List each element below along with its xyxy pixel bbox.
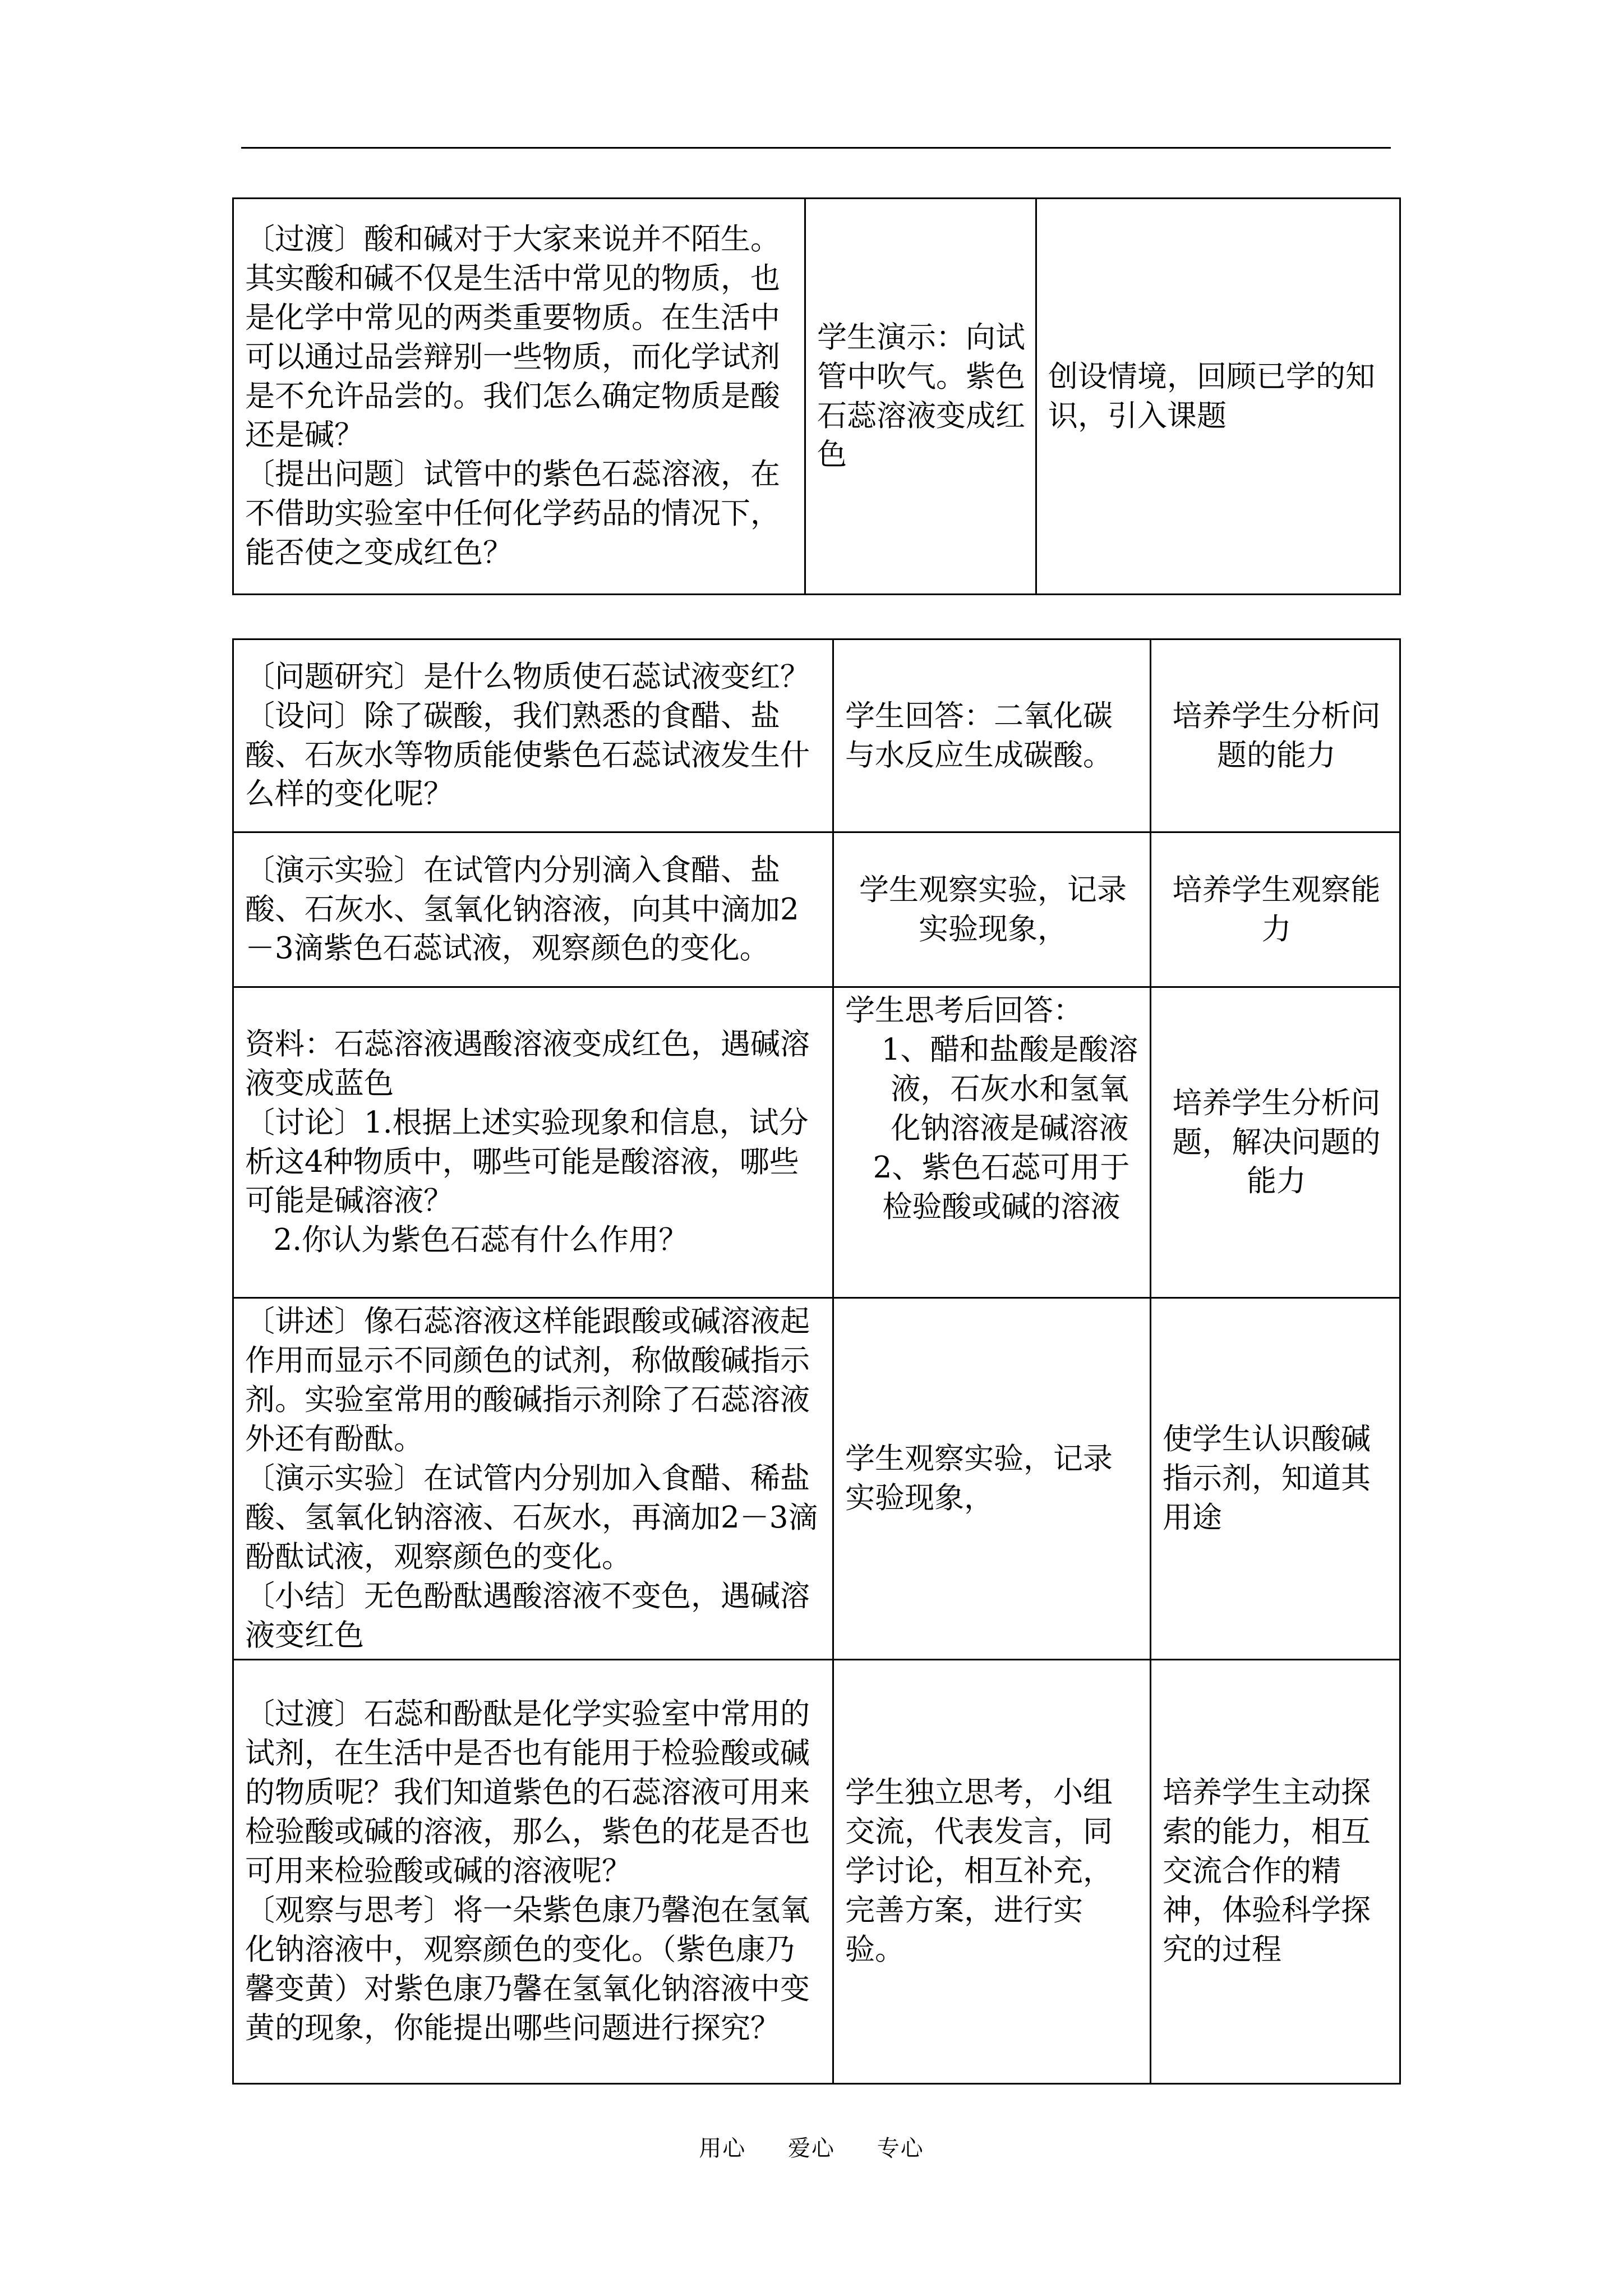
student-paragraph: 学生演示：向试管中吹气。紫色石蕊溶液变成红色 xyxy=(817,320,1025,472)
teacher-activity-cell xyxy=(233,1298,833,1660)
purpose-paragraph: 使学生认识酸碱指示剂，知道其用途 xyxy=(1163,1421,1371,1535)
purpose-paragraph: 培养学生分析问题，解决问题的能力 xyxy=(1172,1085,1381,1199)
lesson-table-1 xyxy=(232,197,1401,595)
table-row xyxy=(233,1659,1400,2083)
student-activity-cell xyxy=(833,1298,1151,1660)
page-footer: 用心 爱心 专心 xyxy=(699,2136,924,2161)
teacher-activity-cell xyxy=(233,199,805,595)
design-purpose-cell xyxy=(1151,639,1400,832)
table-row xyxy=(233,987,1400,1298)
activity-paragraph: 〔讲述〕像石蕊溶液这样能跟酸或碱溶液起作用而显示不同颜色的试剂，称做酸碱指示剂。实验室常用的酸碱指示剂除了石蕊溶液外还有酚酞。 xyxy=(245,1304,810,1456)
student-paragraph: 1、醋和盐酸是酸溶液，石灰水和氢氧化钠溶液是碱溶液 xyxy=(881,1032,1138,1145)
student-activity-cell xyxy=(833,987,1151,1298)
design-purpose-cell xyxy=(1036,199,1400,595)
activity-paragraph: 〔过渡〕石蕊和酚酞是化学实验室中常用的试剂，在生活中是否也有能用于检验酸或碱的物质呢？我们知道紫色的石蕊溶液可用来检验酸或碱的溶液，那么，紫色的花是否也可用来检验酸或碱的溶液呢？ xyxy=(245,1697,810,1889)
design-purpose-cell xyxy=(1151,1298,1400,1660)
student-paragraph: 学生观察实验，记录实验现象， xyxy=(845,1441,1113,1515)
student-activity-cell xyxy=(833,832,1151,987)
activity-paragraph: 〔提出问题〕试管中的紫色石蕊溶液，在不借助实验室中任何化学药品的情况下，能否使之变成红色？ xyxy=(245,457,780,570)
student-paragraph: 学生独立思考，小组交流，代表发言，同学讨论，相互补充，完善方案，进行实验。 xyxy=(845,1775,1113,1967)
teacher-activity-cell xyxy=(233,639,833,832)
student-paragraph: 学生观察实验，记录实验现象， xyxy=(859,872,1127,946)
student-paragraph: 学生回答：二氧化碳与水反应生成碳酸。 xyxy=(845,698,1113,772)
activity-paragraph: 2.你认为紫色石蕊有什么作用？ xyxy=(245,1223,689,1258)
activity-paragraph: 〔问题研究〕是什么物质使石蕊试液变红？ xyxy=(245,659,810,694)
table-row xyxy=(233,639,1400,832)
activity-paragraph: 〔小结〕无色酚酞遇酸溶液不变色，遇碱溶液变红色 xyxy=(245,1579,810,1653)
design-purpose-cell xyxy=(1151,832,1400,987)
activity-paragraph: 〔设问〕除了碳酸，我们熟悉的食醋、盐酸、石灰水等物质能使紫色石蕊试液发生什么样的变化呢？ xyxy=(245,698,810,812)
teacher-activity-cell xyxy=(233,987,833,1298)
purpose-paragraph: 创设情境，回顾已学的知识，引入课题 xyxy=(1048,359,1375,433)
activity-paragraph: 〔演示实验〕在试管内分别加入食醋、稀盐酸、氢氧化钠溶液、石灰水，再滴加2－3滴酚酞试液，观察颜色的变化。 xyxy=(245,1461,818,1574)
activity-paragraph: 〔讨论〕1.根据上述实验现象和信息，试分析这4种物质中，哪些可能是酸溶液，哪些可能是碱溶液？ xyxy=(245,1105,809,1218)
table-row xyxy=(233,1298,1400,1660)
student-activity-cell xyxy=(833,1659,1151,2083)
header-rule xyxy=(241,147,1391,149)
purpose-paragraph: 培养学生主动探索的能力，相互交流合作的精神，体验科学探究的过程 xyxy=(1163,1775,1371,1967)
activity-paragraph: 〔观察与思考〕将一朵紫色康乃馨泡在氢氧化钠溶液中，观察颜色的变化。（紫色康乃馨变黄）对紫色康乃馨在氢氧化钠溶液中变黄的现象，你能提出哪些问题进行探究？ xyxy=(245,1893,810,2045)
student-paragraph: 2、紫色石蕊可用于检验酸或碱的溶液 xyxy=(873,1150,1130,1224)
design-purpose-cell xyxy=(1151,987,1400,1298)
activity-paragraph: 〔过渡〕酸和碱对于大家来说并不陌生。其实酸和碱不仅是生活中常见的物质，也是化学中常见的两类重要物质。在生活中可以通过品尝辩别一些物质，而化学试剂是不允许品尝的。我们怎么确定物质是酸还是碱？ xyxy=(245,222,780,453)
teacher-activity-cell xyxy=(233,832,833,987)
teacher-activity-cell xyxy=(233,1659,833,2083)
table-row xyxy=(233,199,1400,595)
table-row xyxy=(233,832,1400,987)
design-purpose-cell xyxy=(1151,1659,1400,2083)
student-activity-cell xyxy=(805,199,1036,595)
student-paragraph: 学生思考后回答： xyxy=(845,993,1083,1028)
activity-paragraph: 〔演示实验〕在试管内分别滴入食醋、盐酸、石灰水、氢氧化钠溶液，向其中滴加2－3滴紫色石蕊试液，观察颜色的变化。 xyxy=(245,853,799,966)
lesson-table-2 xyxy=(232,638,1401,2085)
activity-paragraph: 资料：石蕊溶液遇酸溶液变成红色，遇碱溶液变成蓝色 xyxy=(245,1027,810,1101)
purpose-paragraph: 培养学生分析问题的能力 xyxy=(1172,698,1381,772)
purpose-paragraph: 培养学生观察能力 xyxy=(1172,872,1381,946)
student-activity-cell xyxy=(833,639,1151,832)
